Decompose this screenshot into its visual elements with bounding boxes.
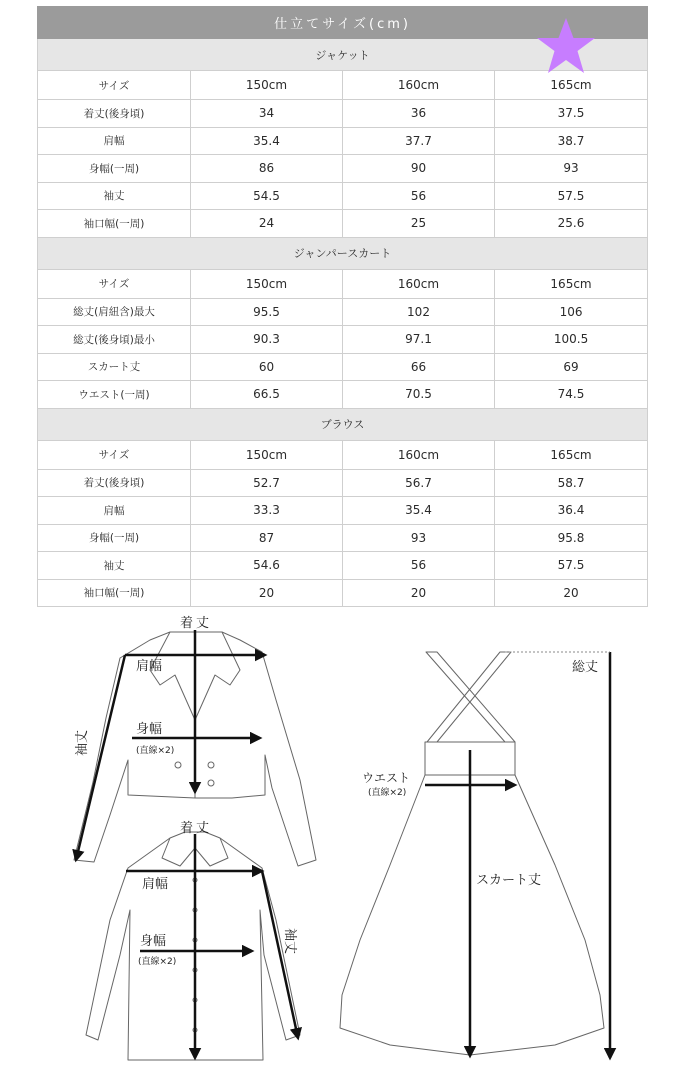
section-header-row bbox=[38, 237, 648, 269]
measurement-value: 54.5 bbox=[191, 182, 343, 210]
skirt-waist-note: (直線×2) bbox=[368, 788, 407, 798]
table-row bbox=[38, 326, 648, 354]
jacket-button bbox=[208, 762, 214, 768]
measurement-value: 52.7 bbox=[191, 469, 343, 497]
measurement-value: 93 bbox=[495, 155, 648, 183]
jacket-length-label: 着丈 bbox=[180, 616, 213, 631]
table-row bbox=[38, 381, 648, 409]
skirt-strap-right bbox=[427, 652, 511, 742]
section-title: ジャケット bbox=[38, 39, 648, 71]
table-row bbox=[38, 182, 648, 210]
measurement-label: 着丈(後身頃) bbox=[38, 469, 191, 497]
jacket-button bbox=[175, 762, 181, 768]
jacket-chest-note: (直線×2) bbox=[136, 746, 175, 756]
measurement-label: 着丈(後身頃) bbox=[38, 100, 191, 128]
measurement-label: 袖口幅(一周) bbox=[38, 210, 191, 238]
measurement-label: スカート丈 bbox=[38, 353, 191, 381]
skirt-total-label: 総丈 bbox=[572, 660, 599, 675]
measurement-value: 102 bbox=[343, 298, 495, 326]
size-cell: 160cm bbox=[343, 440, 495, 469]
blouse-sleeve-label: 袖丈 bbox=[282, 928, 297, 955]
measurement-value: 33.3 bbox=[191, 497, 343, 525]
section-header-row bbox=[38, 408, 648, 440]
measurement-value: 37.5 bbox=[495, 100, 648, 128]
table-row bbox=[38, 210, 648, 238]
measurement-value: 54.6 bbox=[191, 552, 343, 580]
skirt-body bbox=[340, 775, 604, 1055]
jacket-measurements bbox=[76, 630, 265, 860]
jacket-button bbox=[208, 780, 214, 786]
measurement-value: 100.5 bbox=[495, 326, 648, 354]
measurement-value: 90.3 bbox=[191, 326, 343, 354]
measurement-value: 20 bbox=[343, 579, 495, 607]
blouse-diagram bbox=[86, 832, 300, 1060]
measurement-value: 56 bbox=[343, 552, 495, 580]
measurement-label: 肩幅 bbox=[38, 127, 191, 155]
size-label-cell: サイズ bbox=[38, 440, 191, 469]
table-row bbox=[38, 524, 648, 552]
size-header-row bbox=[38, 269, 648, 298]
table-row bbox=[38, 497, 648, 525]
measurement-value: 95.5 bbox=[191, 298, 343, 326]
measurement-value: 69 bbox=[495, 353, 648, 381]
skirt-length-label: スカート丈 bbox=[476, 873, 542, 888]
section-title: ジャンパースカート bbox=[38, 237, 648, 269]
measurement-value: 70.5 bbox=[343, 381, 495, 409]
table-row bbox=[38, 552, 648, 580]
measurement-value: 90 bbox=[343, 155, 495, 183]
table-row bbox=[38, 100, 648, 128]
table-title: 仕立てサイズ(cm) bbox=[38, 7, 648, 39]
size-label-cell: サイズ bbox=[38, 71, 191, 100]
table-body bbox=[38, 7, 648, 607]
measurement-value: 56 bbox=[343, 182, 495, 210]
skirt-strap-left bbox=[426, 652, 515, 742]
measurement-label: 総丈(後身頃)最小 bbox=[38, 326, 191, 354]
table-row bbox=[38, 579, 648, 607]
measurement-value: 25 bbox=[343, 210, 495, 238]
measurement-label: 袖丈 bbox=[38, 182, 191, 210]
measurement-value: 74.5 bbox=[495, 381, 648, 409]
table-row bbox=[38, 155, 648, 183]
measurement-value: 36 bbox=[343, 100, 495, 128]
measurement-value: 106 bbox=[495, 298, 648, 326]
measurement-value: 34 bbox=[191, 100, 343, 128]
measurement-label: 身幅(一周) bbox=[38, 155, 191, 183]
blouse-chest-label: 身幅 bbox=[140, 934, 167, 949]
size-cell: 150cm bbox=[191, 440, 343, 469]
table-row bbox=[38, 469, 648, 497]
size-table bbox=[37, 6, 648, 607]
measurement-value: 38.7 bbox=[495, 127, 648, 155]
measurement-value: 95.8 bbox=[495, 524, 648, 552]
measurement-value: 57.5 bbox=[495, 552, 648, 580]
jacket-sleeve-label: 袖丈 bbox=[75, 729, 90, 756]
measurement-value: 57.5 bbox=[495, 182, 648, 210]
skirt-waist-label: ウエスト bbox=[362, 771, 411, 785]
measurement-value: 86 bbox=[191, 155, 343, 183]
measurement-value: 66.5 bbox=[191, 381, 343, 409]
table-row bbox=[38, 298, 648, 326]
size-cell: 165cm bbox=[495, 440, 648, 469]
measurement-value: 87 bbox=[191, 524, 343, 552]
measurement-value: 25.6 bbox=[495, 210, 648, 238]
measurement-value: 35.4 bbox=[343, 497, 495, 525]
measurement-value: 58.7 bbox=[495, 469, 648, 497]
size-label-cell: サイズ bbox=[38, 269, 191, 298]
size-cell: 160cm bbox=[343, 269, 495, 298]
size-cell: 150cm bbox=[191, 269, 343, 298]
table-row bbox=[38, 127, 648, 155]
measurement-value: 56.7 bbox=[343, 469, 495, 497]
jacket-shoulder-label: 肩幅 bbox=[136, 659, 163, 674]
measurement-value: 93 bbox=[343, 524, 495, 552]
measurement-label: ウエスト(一周) bbox=[38, 381, 191, 409]
measurement-label: 袖口幅(一周) bbox=[38, 579, 191, 607]
measurement-value: 37.7 bbox=[343, 127, 495, 155]
measurement-label: 肩幅 bbox=[38, 497, 191, 525]
skirt-diagram bbox=[340, 652, 604, 1055]
measurement-value: 36.4 bbox=[495, 497, 648, 525]
measurement-label: 総丈(肩紐含)最大 bbox=[38, 298, 191, 326]
table-row bbox=[38, 353, 648, 381]
measurement-value: 66 bbox=[343, 353, 495, 381]
size-cell: 165cm bbox=[495, 71, 648, 100]
jacket-chest-label: 身幅 bbox=[136, 722, 163, 737]
measurement-value: 60 bbox=[191, 353, 343, 381]
star-icon bbox=[535, 16, 597, 76]
skirt-measurements bbox=[425, 652, 610, 1058]
measurement-value: 97.1 bbox=[343, 326, 495, 354]
measurement-value: 24 bbox=[191, 210, 343, 238]
measurement-value: 20 bbox=[495, 579, 648, 607]
jacket-sleeve-arrow bbox=[76, 655, 125, 860]
size-header-row bbox=[38, 440, 648, 469]
size-cell: 150cm bbox=[191, 71, 343, 100]
section-title: ブラウス bbox=[38, 408, 648, 440]
measurement-value: 35.4 bbox=[191, 127, 343, 155]
size-cell: 160cm bbox=[343, 71, 495, 100]
measurement-label: 袖丈 bbox=[38, 552, 191, 580]
size-cell: 165cm bbox=[495, 269, 648, 298]
blouse-outline bbox=[86, 832, 300, 1060]
measurement-diagrams bbox=[0, 610, 685, 1080]
measurement-value: 20 bbox=[191, 579, 343, 607]
measurement-label: 身幅(一周) bbox=[38, 524, 191, 552]
blouse-shoulder-label: 肩幅 bbox=[142, 877, 169, 892]
blouse-length-label: 着丈 bbox=[180, 821, 213, 836]
blouse-chest-note: (直線×2) bbox=[138, 957, 177, 967]
blouse-sleeve-arrow bbox=[262, 871, 298, 1038]
